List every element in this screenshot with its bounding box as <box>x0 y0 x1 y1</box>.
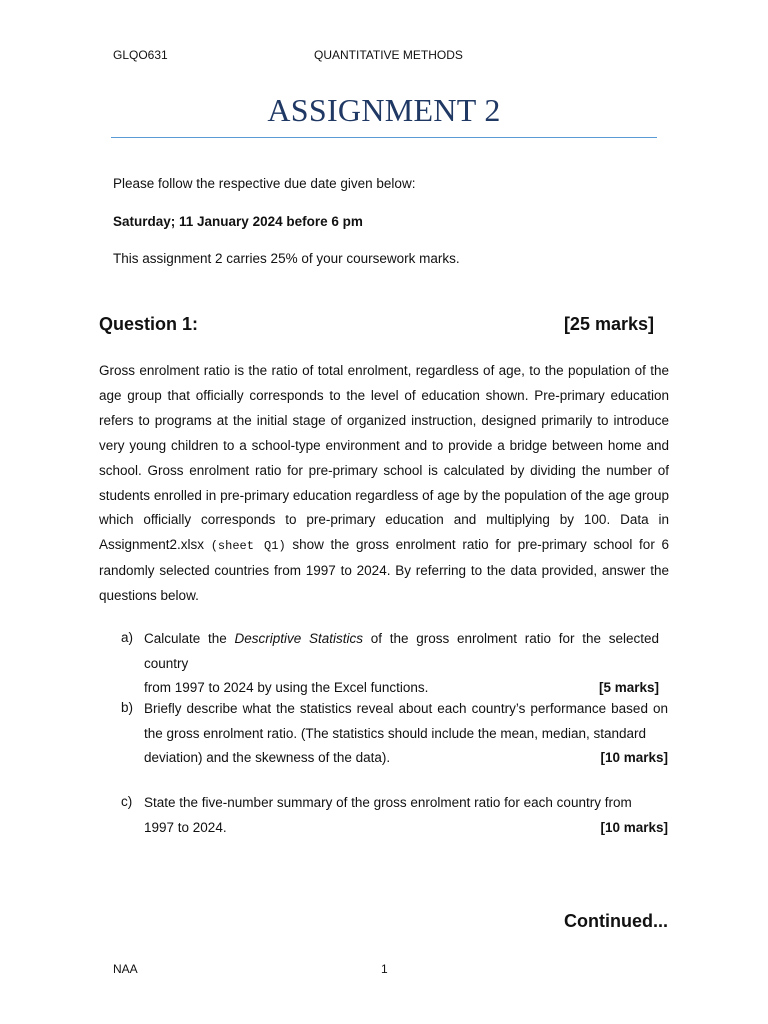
course-code: GLQO631 <box>113 48 168 62</box>
page-title: ASSIGNMENT 2 <box>267 92 501 128</box>
coursework-note: This assignment 2 carries 25% of your coursework marks. <box>113 251 460 266</box>
sheet-reference: (sheet Q1) <box>210 539 286 554</box>
item-a-last-line: from 1997 to 2024 by using the Excel functions. [5 marks] <box>144 676 659 701</box>
continued-note: Continued... <box>564 911 668 931</box>
course-name: QUANTITATIVE METHODS <box>314 48 463 62</box>
item-c-label: c) <box>121 794 133 809</box>
question-marks: [25 marks] <box>563 314 654 334</box>
item-a-marks: [5 marks] <box>598 680 659 696</box>
item-a-italic: Descriptive Statistics <box>234 631 364 646</box>
paragraph-text-2: show the gross enrolment ratio for pre-primary school for 6 randomly selected countries from 1997 to 2024. By referring to the data provided, answer the questions below. <box>99 537 669 604</box>
item-b-last-line: deviation) and the skewness of the data). [10 marks] <box>144 746 668 771</box>
item-a-text <box>144 627 659 701</box>
footer-initials: NAA <box>113 962 138 976</box>
item-c-last-line: 1997 to 2024. [10 marks] <box>144 816 668 841</box>
item-b-label: b) <box>121 700 134 715</box>
item-b-text <box>144 697 668 771</box>
title-rule <box>111 137 657 138</box>
item-c-body: State the five-number summary of the gross enrolment ratio for each country from <box>144 795 632 810</box>
item-a-label: a) <box>121 630 134 645</box>
intro-instruction: Please follow the respective due date given below: <box>113 176 416 191</box>
page-number: 1 <box>381 962 388 976</box>
paragraph-text-1: Gross enrolment ratio is the ratio of total enrolment, regardless of age, to the population of the age group that officially corresponds to the level of education shown. Pre-primary education refers to programs at the initial stage of organized instruction, designed primarily to introduce very young children to a school-type environment and to provide a bridge between home and school. Gross enrolment ratio for pre-primary school is calculated by dividing the number of students enrolled in pre-primary education regardless of age by the population of the age group which officially corresponds to pre-primary education and multiplying by 100. Data in Assignment2.xlsx <box>99 363 669 553</box>
item-b-body: Briefly describe what the statistics reveal about each country’s performance based on the gross enrolment ratio. (The statistics should include the mean, median, standard <box>144 701 668 741</box>
due-date: Saturday; 11 January 2024 before 6 pm <box>113 214 363 229</box>
question-paragraph <box>99 359 669 609</box>
item-c-text <box>144 791 668 840</box>
item-a-text-before: Calculate the <box>144 631 235 646</box>
item-a-text-after: of the gross enrolment ratio for the selected country <box>144 631 659 671</box>
item-c-marks: [10 marks] <box>600 819 668 835</box>
question-label: Question 1: <box>99 314 199 334</box>
item-b-marks: [10 marks] <box>600 750 668 766</box>
